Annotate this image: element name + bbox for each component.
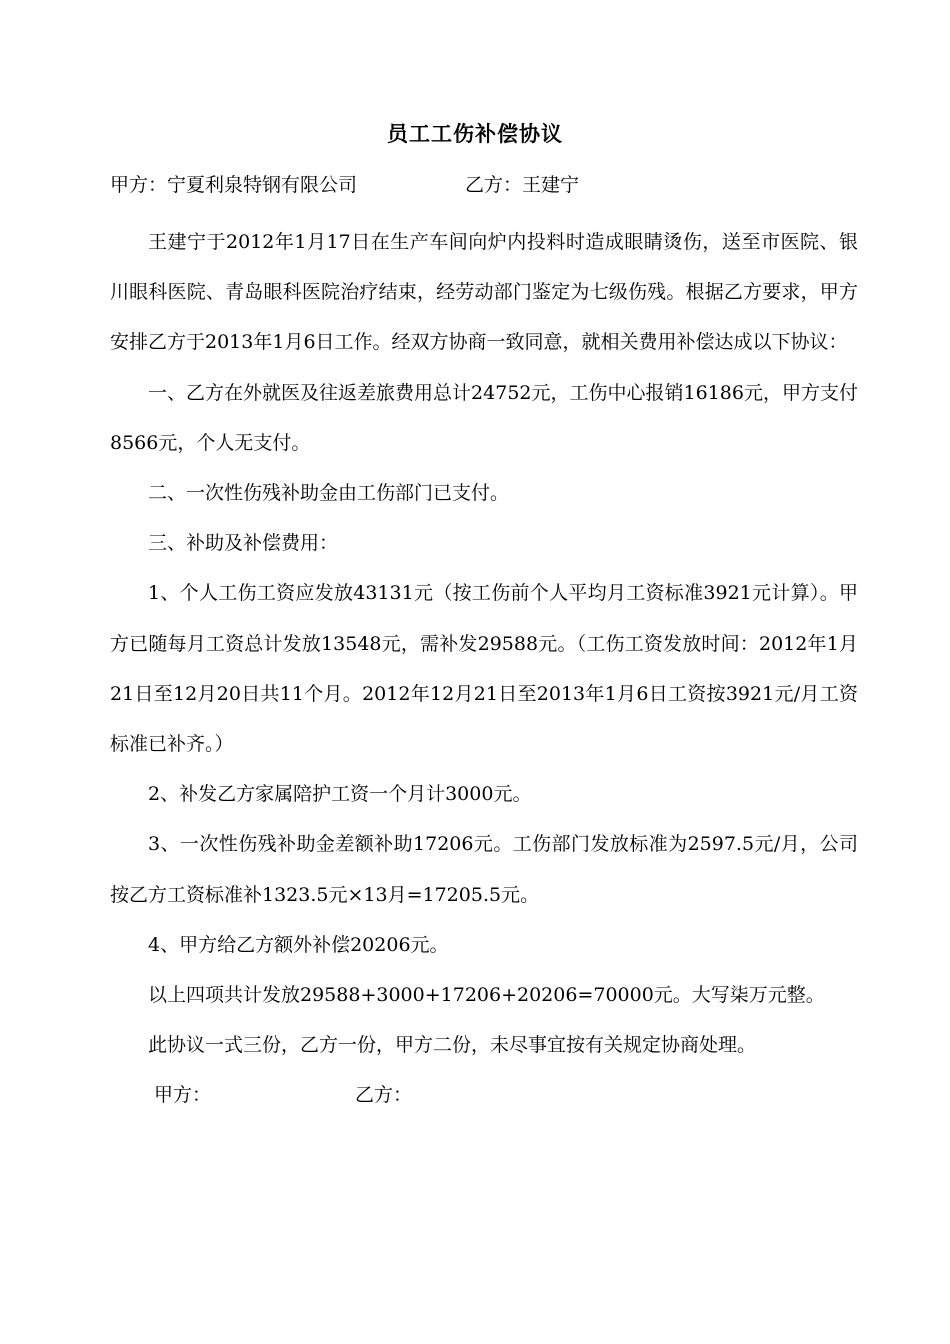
paragraph-item-3: 3、一次性伤残补助金差额补助17206元。工伤部门发放标准为2597.5元/月，公司按乙方工资标准补1323.5元×13月=17205.5元。	[110, 833, 858, 906]
party-a: 甲方：宁夏利泉特钢有限公司	[110, 174, 358, 196]
paragraph-item-1: 1、个人工伤工资应发放43131元（按工伤前个人平均月工资标准3921元计算）。甲方已随每月工资总计发放13548元，需补发29588元。（工伤工资发放时间：2012年1月21日至12月20日共11个月。2012年12月21日至2013年1月6日工资按3921元/月工资标准已补齐。）	[110, 582, 858, 756]
paragraph-clause-1: 一、乙方在外就医及往返差旅费用总计24752元，工伤中心报销16186元，甲方支付8566元，个人无支付。	[110, 381, 858, 454]
signature-party-b: 乙方：	[355, 1084, 413, 1107]
paragraph-clause-2: 二、一次性伤残补助金由工伤部门已支付。	[148, 482, 510, 505]
paragraph-total: 以上四项共计发放29588+3000+17206+20206=70000元。大写柒万元整。	[148, 984, 825, 1007]
paragraph-item-2: 2、补发乙方家属陪护工资一个月计3000元。	[148, 783, 532, 806]
paragraph-copies: 此协议一式三份，乙方一份，甲方二份，未尽事宜按有关规定协商处理。	[148, 1034, 757, 1057]
signature-party-a: 甲方：	[154, 1084, 212, 1107]
document-title: 员工工伤补偿协议	[387, 121, 563, 146]
paragraph-item-4: 4、甲方给乙方额外补偿20206元。	[148, 933, 449, 956]
signature-line	[110, 1070, 858, 1120]
agreement-body	[110, 217, 858, 1121]
parties-line	[110, 168, 580, 202]
party-b: 乙方：王建宁	[465, 174, 580, 196]
paragraph-intro: 王建宁于2012年1月17日在生产车间向炉内投料时造成眼睛烫伤，送至市医院、银川眼科医院、青岛眼科医院治疗结束，经劳动部门鉴定为七级伤残。根据乙方要求，甲方安排乙方于2013年1月6日工作。经双方协商一致同意，就相关费用补偿达成以下协议：	[110, 231, 858, 354]
paragraph-clause-3: 三、补助及补偿费用：	[148, 532, 339, 555]
